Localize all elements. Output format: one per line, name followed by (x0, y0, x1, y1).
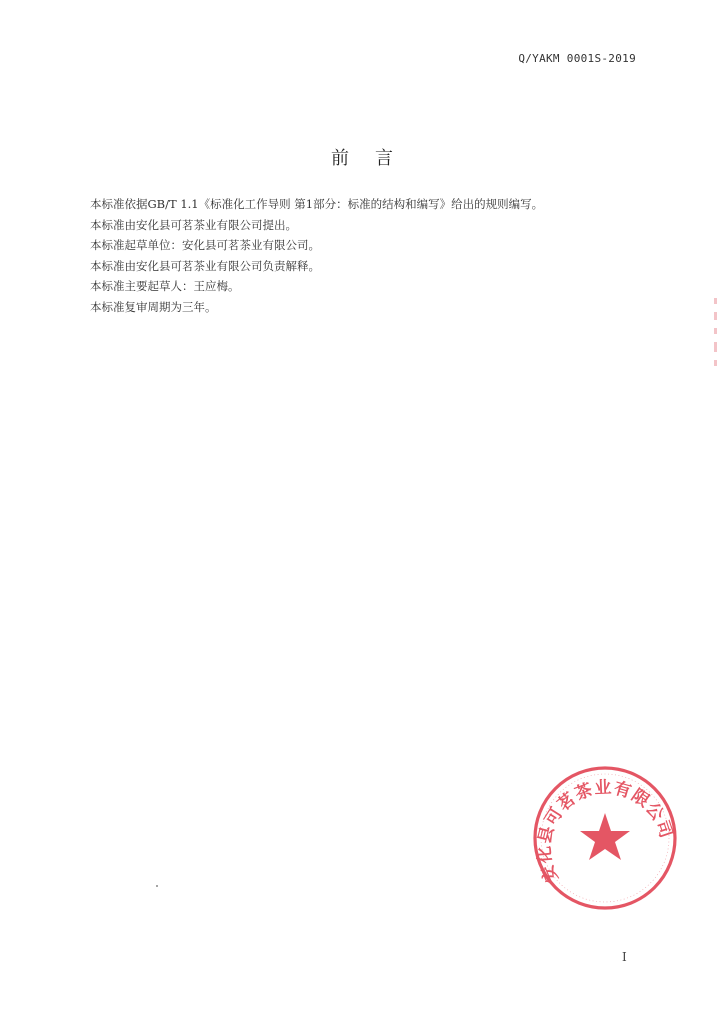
paragraph: 本标准由安化县可茗茶业有限公司负责解释。 (90, 258, 320, 273)
scan-speck (156, 885, 158, 887)
foreword-body (90, 194, 650, 317)
paragraph: 本标准依据GB/T 1.1《标准化工作导则 第1部分：标准的结构和编写》给出的规则编写。 (90, 197, 544, 211)
paragraph: 本标准起草单位：安化县可茗茶业有限公司。 (90, 238, 320, 252)
paragraph: 本标准由安化县可茗茶业有限公司提出。 (90, 217, 297, 232)
page-number: I (622, 950, 627, 964)
scan-mark (712, 298, 720, 368)
seal-text: 安化县可茗茶业有限公司 (534, 777, 677, 886)
page-title: 前言 (331, 148, 419, 169)
document-code: Q/YAKM 0001S-2019 (518, 52, 636, 65)
paragraph: 本标准复审周期为三年。 (90, 299, 217, 314)
star-icon (580, 813, 630, 860)
company-seal (530, 763, 680, 913)
paragraph: 本标准主要起草人：王应梅。 (90, 279, 240, 293)
